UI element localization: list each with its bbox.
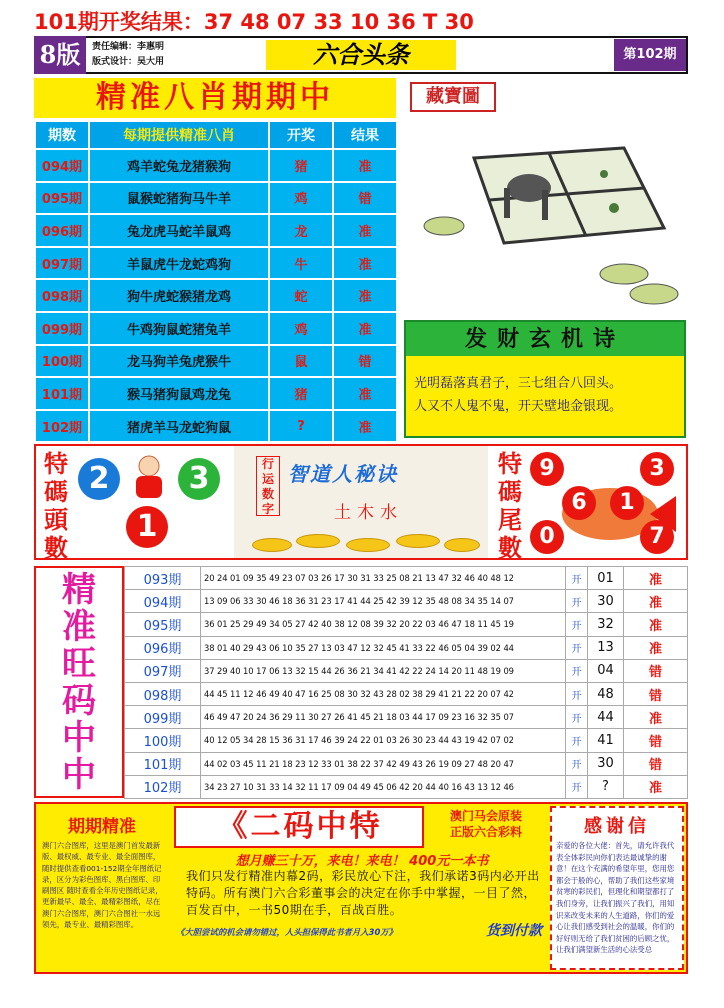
macau-tag [428, 808, 544, 840]
draw-value: 13 [588, 636, 624, 659]
draw-value: 32 [588, 613, 624, 636]
col-result: 结果 [333, 121, 397, 149]
open-label: 开 [566, 567, 588, 590]
special-head-label [40, 450, 72, 562]
tag-char: 行 [261, 457, 274, 471]
title-char: 中 [62, 755, 96, 795]
result-cell: 准 [333, 247, 397, 280]
numbers-cell: 46 49 47 20 24 36 29 11 30 27 26 41 45 21 18 03 44 17 09 23 16 32 35 07 [201, 706, 566, 729]
numbers-cell: 44 45 11 12 46 49 40 47 16 25 08 30 32 43 28 02 38 29 41 21 22 20 07 42 [201, 682, 566, 705]
zodiac-table-header [35, 121, 397, 149]
zodiacs-cell: 羊鼠虎牛龙蛇鸡狗 [89, 247, 269, 280]
title-char: 中 [62, 718, 96, 758]
tag-char: 数 [261, 487, 274, 501]
zodiacs-cell: 牛鸡狗鼠蛇猪兔羊 [89, 312, 269, 345]
five-elements: 土木水 [334, 503, 403, 523]
label-char: 碼 [44, 477, 68, 506]
open-label: 开 [566, 613, 588, 636]
result-cell: 准 [624, 567, 688, 590]
zodiac-row [35, 149, 397, 182]
open-label: 开 [566, 729, 588, 752]
hot-row [125, 706, 688, 729]
section-title-eight-zodiacs: 精准八肖期期中 [34, 78, 396, 118]
two-code-title: 《二码中特 [217, 809, 383, 844]
col-period: 期数 [35, 121, 89, 149]
poem-line-1: 光明磊落真君子，三七组合八回头。 [414, 376, 623, 391]
draw-cell: 龙 [269, 214, 333, 247]
result-cell: 准 [624, 706, 688, 729]
zodiacs-cell: 鸡羊蛇兔龙猪猴狗 [89, 149, 269, 182]
hot-numbers-table [124, 566, 688, 799]
zodiacs-cell: 猴马猪狗鼠鸡龙兔 [89, 377, 269, 410]
special-tail-label [494, 450, 526, 562]
zodiacs-cell: 狗牛虎蛇猴猪龙鸡 [89, 279, 269, 312]
period-cell: 095期 [35, 182, 89, 215]
result-cell: 准 [333, 279, 397, 312]
tag-char: 字 [261, 502, 274, 516]
draw-value: 30 [588, 590, 624, 613]
numbers-cell: 38 01 40 29 43 06 10 35 27 13 03 47 12 32 45 41 33 22 46 05 04 39 02 44 [201, 636, 566, 659]
zodiac-row [35, 410, 397, 443]
draw-value: 30 [588, 752, 624, 775]
result-cell: 错 [624, 659, 688, 682]
hot-row [125, 590, 688, 613]
result-cell: 准 [333, 149, 397, 182]
title-char: 码 [62, 681, 96, 721]
gold-ingot-icon [444, 538, 480, 552]
period-cell: 102期 [125, 775, 201, 798]
hot-row [125, 752, 688, 775]
col-zodiacs: 每期提供精准八肖 [89, 121, 269, 149]
draw-value: 48 [588, 682, 624, 705]
cash-on-delivery: 货到付款 [486, 923, 542, 939]
head-ball: 3 [178, 458, 220, 500]
numbers-cell: 36 01 25 29 49 34 05 27 42 40 38 12 08 39 32 20 22 03 46 47 18 11 45 19 [201, 613, 566, 636]
numbers-cell: 40 12 05 34 28 15 36 31 17 46 39 24 22 01 03 26 30 23 44 43 19 42 07 02 [201, 729, 566, 752]
macau-tag-line: 澳门马会原装 [449, 809, 522, 823]
period-cell: 101期 [125, 752, 201, 775]
result-cell: 错 [624, 682, 688, 705]
period-cell: 093期 [125, 567, 201, 590]
period-cell: 099期 [125, 706, 201, 729]
ox-field-illustration [414, 118, 686, 314]
page-label: 8版 [34, 36, 86, 74]
draw-value: 01 [588, 567, 624, 590]
period-cell: 097期 [35, 247, 89, 280]
paper-name: 六合头条 [266, 40, 456, 70]
hot-row [125, 729, 688, 752]
thanks-title: 感谢信 [584, 816, 650, 837]
zodiac-row [35, 377, 397, 410]
label-char: 特 [498, 449, 522, 478]
guarantee-note: 《大胆尝试的机会请勿错过，人头担保得此书者月入30万》 [176, 927, 398, 937]
period-cell: 099期 [35, 312, 89, 345]
editor-line: 责任编辑：李惠明 [92, 42, 165, 52]
period-cell: 095期 [125, 613, 201, 636]
zodiac-row [35, 312, 397, 345]
period-cell: 097期 [125, 659, 201, 682]
tail-ball: 7 [640, 520, 674, 554]
draw-cell: 鸡 [269, 182, 333, 215]
gold-ingot-icon [296, 534, 340, 548]
period-cell: 096期 [125, 636, 201, 659]
draw-cell: ? [269, 410, 333, 443]
treasure-map-stamp: 藏寶圖 [410, 82, 496, 112]
period-cell: 101期 [35, 377, 89, 410]
period-cell: 094期 [125, 590, 201, 613]
zodiac-table [34, 120, 398, 443]
tail-ball: 3 [640, 452, 674, 486]
draw-cell: 鼠 [269, 345, 333, 378]
hot-row [125, 636, 688, 659]
tag-char: 运 [261, 472, 274, 486]
title-char: 精 [62, 570, 96, 610]
poem-text [414, 372, 682, 418]
result-cell: 错 [333, 345, 397, 378]
secret-title: 智道人秘诀 [288, 462, 398, 486]
zodiacs-cell: 龙马狗羊兔虎猴牛 [89, 345, 269, 378]
open-label: 开 [566, 706, 588, 729]
zodiacs-cell: 鼠猴蛇猪狗马牛羊 [89, 182, 269, 215]
open-label: 开 [566, 752, 588, 775]
period-cell: 100期 [35, 345, 89, 378]
editor-credits [92, 40, 242, 70]
result-cell: 准 [333, 377, 397, 410]
thanks-body: 亲爱的各位大佬：首先，请允许我代表全体彩民向你们表达最诚挚的谢意！在这个充满的希望年里，您用您都会于般的心，帮助了我们这些家境贫寒的彩民们，但理化和期望都打了我们身旁，让我们振兴了我们，用知识来改变未来的人生道路，你们的爱心让我们感受到社会的温暖，你们的好好则无给了我们贫困的后顾之忧，让我们满望新生活的心法受总 [556, 841, 675, 955]
hotline-slogan: 想月赚三十万，来电！来电！ 400元一本书 [235, 854, 489, 869]
zodiac-row [35, 247, 397, 280]
label-char: 數 [498, 533, 522, 562]
gallery-title: 期期精准 [68, 817, 136, 837]
result-cell: 准 [624, 775, 688, 798]
hot-row [125, 567, 688, 590]
zodiac-row [35, 345, 397, 378]
gold-ingot-icon [346, 538, 390, 552]
designer-line: 版式设计：吴大用 [92, 57, 165, 67]
draw-cell: 猪 [269, 377, 333, 410]
draw-value: 41 [588, 729, 624, 752]
label-char: 頭 [44, 505, 68, 534]
period-cell: 100期 [125, 729, 201, 752]
period-cell: 098期 [125, 682, 201, 705]
top-result-banner: 101期开奖结果：37 48 07 33 10 36 T 30 [34, 10, 474, 34]
open-label: 开 [566, 659, 588, 682]
numbers-cell: 13 09 06 33 30 46 18 36 31 23 17 41 44 25 42 39 12 35 48 08 34 35 14 07 [201, 590, 566, 613]
zodiac-row [35, 182, 397, 215]
result-cell: 准 [333, 312, 397, 345]
zodiac-row [35, 279, 397, 312]
hot-row [125, 682, 688, 705]
result-cell: 错 [624, 752, 688, 775]
numbers-cell: 34 23 27 10 31 33 14 32 11 17 09 04 49 45 06 42 20 44 40 16 43 13 12 46 [201, 775, 566, 798]
open-label: 开 [566, 590, 588, 613]
draw-value: ? [588, 775, 624, 798]
title-char: 旺 [62, 644, 96, 684]
hot-row [125, 659, 688, 682]
lucky-number-tag [256, 456, 280, 516]
label-char: 數 [44, 533, 68, 562]
period-cell: 094期 [35, 149, 89, 182]
result-cell: 准 [624, 613, 688, 636]
draw-value: 04 [588, 659, 624, 682]
result-cell: 准 [333, 214, 397, 247]
result-cell: 准 [624, 636, 688, 659]
head-ball: 2 [78, 458, 120, 500]
numbers-cell: 37 29 40 10 17 06 13 32 15 44 26 36 21 34 41 42 22 24 14 20 11 48 19 09 [201, 659, 566, 682]
gold-ingot-icon [252, 538, 292, 552]
draw-cell: 蛇 [269, 279, 333, 312]
tail-ball: 0 [530, 520, 564, 554]
label-char: 尾 [498, 505, 522, 534]
poem-line-2: 人又不人鬼不鬼，开天壁地金银现。 [414, 399, 623, 414]
poem-title: 发财玄机诗 [406, 322, 684, 356]
title-char: 准 [62, 607, 96, 647]
draw-cell: 鸡 [269, 312, 333, 345]
tail-ball: 6 [562, 486, 596, 520]
hot-numbers-title [44, 572, 114, 794]
label-char: 碼 [498, 477, 522, 506]
draw-cell: 猪 [269, 149, 333, 182]
hot-row [125, 775, 688, 798]
gold-ingot-icon [396, 534, 440, 548]
head-ball: 1 [126, 506, 168, 548]
ad-body: 我们只发行精准内幕2码，彩民放心下注，我们承诺3码内必开出特码。所有澳门六合彩董事会的决定在你手中掌握，一目了然，百发百中，一书50期在手，百战百胜。 [186, 869, 540, 917]
open-label: 开 [566, 636, 588, 659]
period-cell: 098期 [35, 279, 89, 312]
result-cell: 错 [333, 182, 397, 215]
numbers-cell: 44 02 03 45 11 21 18 23 12 33 01 38 22 37 42 49 43 26 19 09 27 48 20 47 [201, 752, 566, 775]
zodiacs-cell: 猪虎羊马龙蛇狗鼠 [89, 410, 269, 443]
result-cell: 准 [624, 590, 688, 613]
period-cell: 102期 [35, 410, 89, 443]
result-cell: 错 [624, 729, 688, 752]
col-draw: 开奖 [269, 121, 333, 149]
issue-number: 第102期 [614, 39, 686, 71]
macau-tag-line: 正版六合彩料 [449, 825, 522, 839]
tail-ball: 1 [610, 486, 644, 520]
open-label: 开 [566, 682, 588, 705]
label-char: 特 [44, 449, 68, 478]
result-cell: 准 [333, 410, 397, 443]
period-cell: 096期 [35, 214, 89, 247]
lucky-child-icon [126, 452, 172, 504]
tail-ball: 9 [530, 452, 564, 486]
hot-row [125, 613, 688, 636]
open-label: 开 [566, 775, 588, 798]
zodiac-row [35, 214, 397, 247]
draw-value: 44 [588, 706, 624, 729]
draw-cell: 牛 [269, 247, 333, 280]
numbers-cell: 20 24 01 09 35 49 23 07 03 26 17 30 31 33 25 08 21 13 47 32 46 40 48 12 [201, 567, 566, 590]
zodiacs-cell: 兔龙虎马蛇羊鼠鸡 [89, 214, 269, 247]
gallery-body: 澳门六合图库，这里是澳门首发最新版、最权威、最专业、最全面图库，随时提供查看001-152期全年图纸记录，区分为彩色图库、黑白图库、印刷图区 随时查看全年历史图纸记录，更新最早、最全、最精彩图纸，尽在澳门六合图库，澳门六合图社一水远领先，最专业、最精彩图库。 [42, 841, 163, 930]
